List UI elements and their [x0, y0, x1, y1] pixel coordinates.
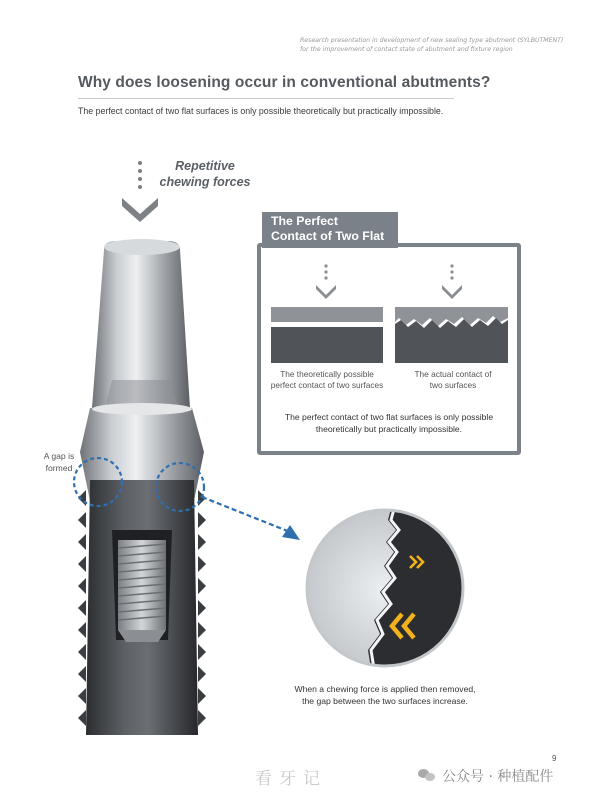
page-title: Why does loosening occur in conventional abutments? — [78, 74, 491, 91]
panel-note-line1: The perfect contact of two flat surfaces is only possible — [284, 412, 494, 422]
theoretical-caption — [262, 369, 392, 391]
panel-title-line1: The Perfect — [271, 214, 338, 228]
wechat-icon — [418, 769, 436, 783]
panel-title-line2: Contact of Two Flat — [271, 229, 385, 243]
actual-bottom-surface — [395, 318, 508, 363]
gap-label-line2: formed — [45, 463, 73, 473]
actual-caption-line1: The actual contact of — [414, 369, 492, 379]
panel-note-line2: theoretically but practically impossible. — [315, 424, 463, 434]
theoretical-top-surface — [271, 307, 383, 322]
watermark-right — [418, 766, 553, 786]
page-subtitle: The perfect contact of two flat surfaces is only possible theoretically but practically impossible. — [78, 106, 444, 116]
zoom-caption — [270, 683, 500, 707]
gap-label-line1: A gap is — [43, 451, 75, 461]
zoom-caption-line1: When a chewing force is applied then removed, — [294, 684, 476, 694]
panel-note — [266, 411, 512, 435]
theoretical-caption-line1: The theoretically possible — [280, 369, 374, 379]
header-note-line2: for the improvement of contact state of abutment and fixture region — [300, 46, 513, 53]
theoretical-force-arrow-icon — [316, 264, 336, 299]
actual-caption — [398, 369, 508, 391]
theoretical-bottom-surface — [271, 327, 383, 363]
zoom-caption-line2: the gap between the two surfaces increase. — [302, 696, 468, 706]
actual-caption-line2: two surfaces — [429, 380, 477, 390]
chewing-force-label-line2: chewing forces — [159, 175, 251, 189]
theoretical-caption-line2: perfect contact of two surfaces — [270, 380, 384, 390]
watermark-left: 看牙记 — [255, 769, 327, 789]
watermark-right-text: 公众号 · 种植配件 — [442, 769, 554, 785]
actual-force-arrow-icon — [442, 264, 462, 299]
header-note-line1: Research presentation in development of new sealing type abutment (SYLBUTMENT) — [300, 37, 564, 44]
chewing-force-label-line1: Repetitive — [175, 159, 235, 173]
page-number: 9 — [552, 754, 557, 763]
